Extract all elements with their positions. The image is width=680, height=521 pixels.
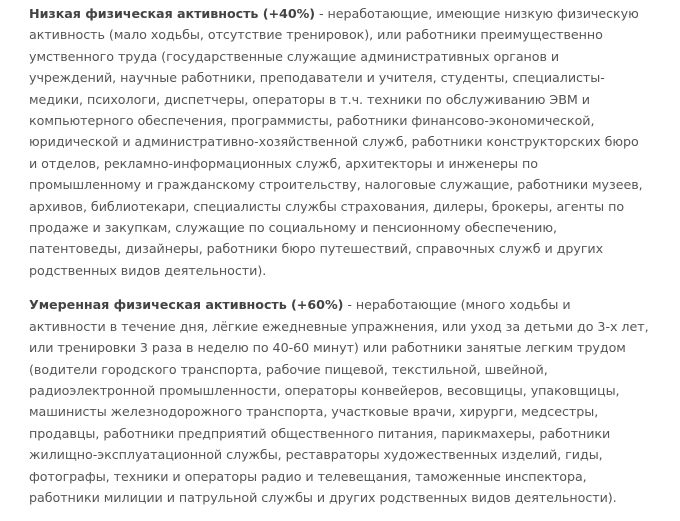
activity-description-moderate: - неработающие (много ходьбы и активности в течение дня, лёгкие ежедневные упражнения, или уход за детьми до 3-х лет, или тренировки 3 раза в неделю по 40-60 минут) или работники занятые легким трудом (водители городского транспорта, рабочие пищевой, текстильной, швейной, радиоэлектронной промышленности, операторы конвейеров, весовщицы, упаковщицы, машинисты железнодорожного транспорта, участковые врачи, хирурги, медсестры, продавцы, работники предприятий общественного питания, парикмахеры, работники жилищно-эксплуатационной службы, реставраторы художественных изделий, гиды, фотографы, техники и операторы радио и телевещания, таможенные инспектора, работники милиции и патрульной службы и других родственных видов деятельности).	[29, 297, 649, 505]
article-text	[29, 3, 649, 521]
activity-term-low: Низкая физическая активность (+40%)	[29, 6, 316, 21]
activity-term-moderate: Умеренная физическая активность (+60%)	[29, 297, 344, 313]
activity-description-low: - неработающие, имеющие низкую физическую активность (мало ходьбы, отсутствие тренировок), или работники преимущественно умственного труда (государственные служащие административных органов и учреждений, научные работники, преподаватели и учителя, студенты, специалисты-медики, психологи, диспетчеры, операторы в т.ч. техники по обслуживанию ЭВМ и компьютерного обеспечения, программисты, работники финансово-экономической, юридической и административно-хозяйственной служб, работники конструкторских бюро и отделов, рекламно-информационных служб, архитекторы и инженеры по промышленному и гражданскому строительству, налоговые служащие, работники музеев, архивов, библиотекари, специалисты службы страхования, дилеры, брокеры, агенты по продаже и закупкам, служащие по социальному и пенсионному обеспечению, патентоведы, дизайнеры, работники бюро путешествий, справочных служб и других родственных видов деятельности).	[29, 6, 643, 278]
paragraph-low-activity	[29, 3, 649, 281]
paragraph-moderate-activity	[29, 294, 649, 508]
